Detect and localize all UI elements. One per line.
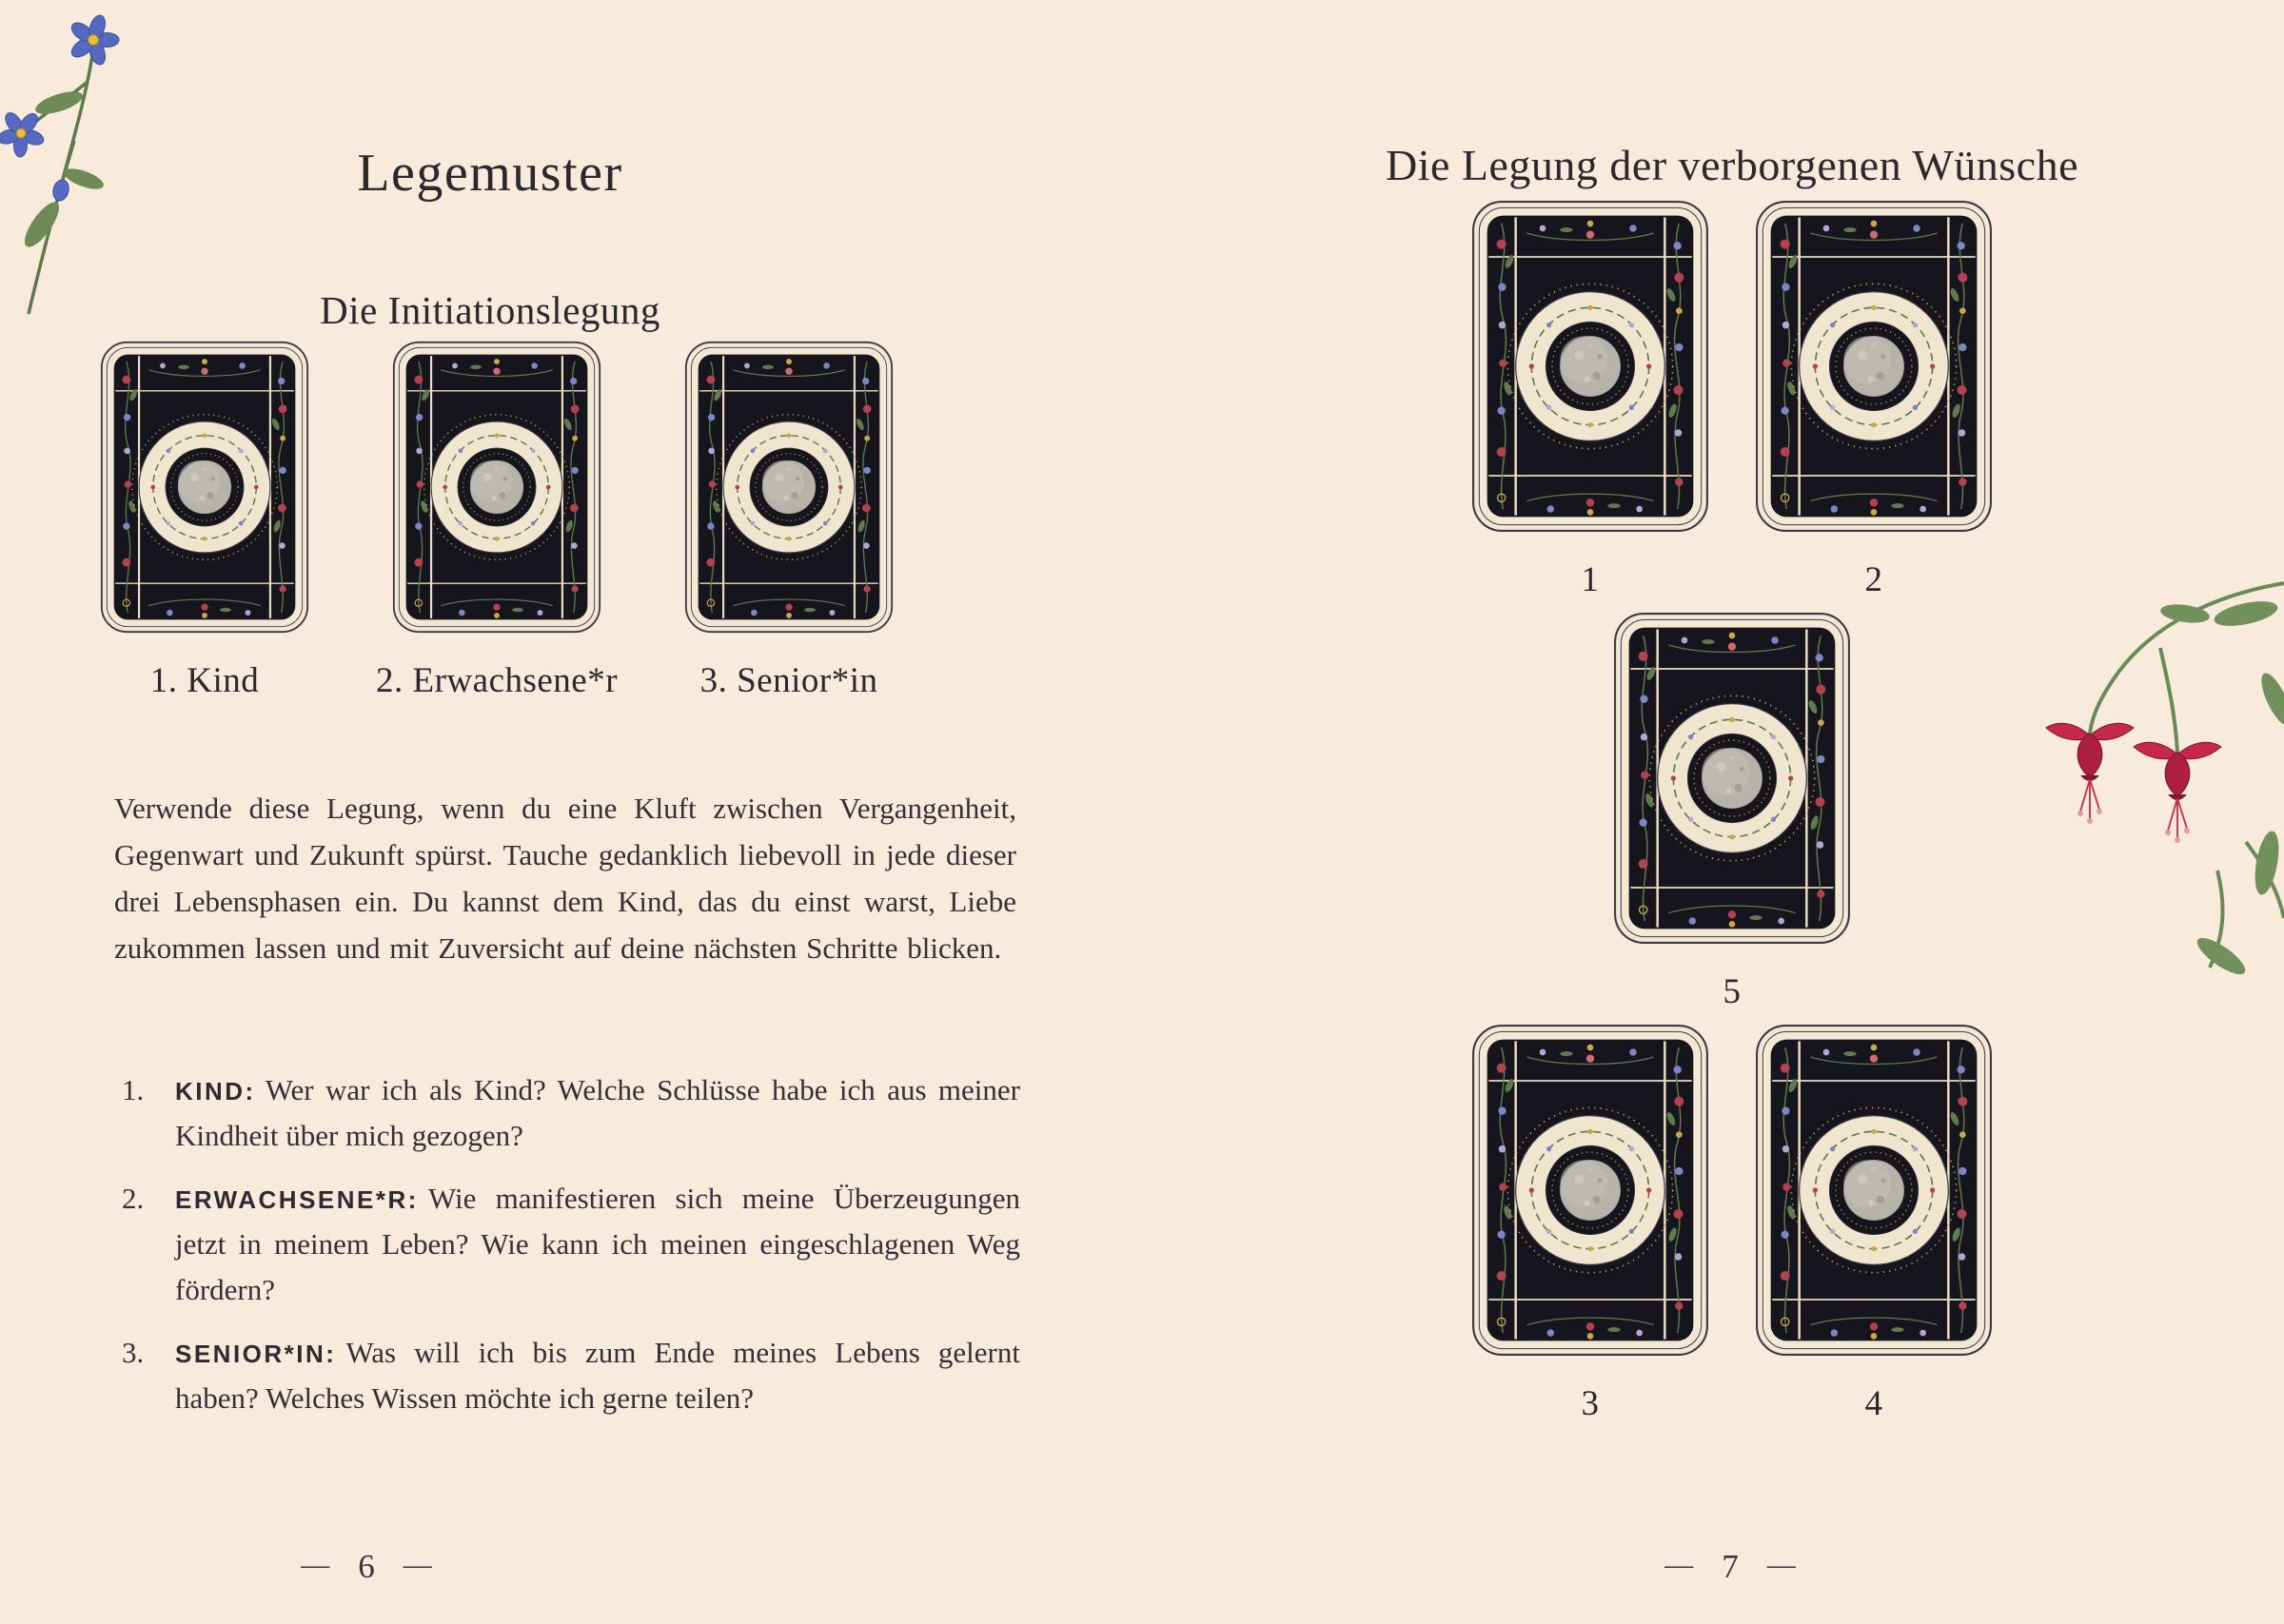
question-body [175, 1176, 1020, 1313]
card-position-5 [1613, 612, 1851, 1012]
left-page-subtitle: Die Initiationslegung [320, 288, 660, 333]
tarot-card-back [100, 341, 309, 634]
card-senior [684, 341, 894, 701]
card-number-3: 3 [1581, 1384, 1600, 1423]
card-position-2 [1755, 200, 1993, 600]
question-item-erwachsene [122, 1176, 1020, 1313]
card-label-erwachsene: 2. Erwachsene*r [376, 661, 619, 700]
layout-row-top [1471, 200, 1993, 600]
card-position-3 [1471, 1024, 1709, 1424]
tarot-card-back [1613, 612, 1851, 945]
card-number-4: 4 [1864, 1384, 1883, 1423]
question-term: KIND: [175, 1077, 256, 1105]
card-number-1: 1 [1581, 560, 1600, 599]
card-label-kind: 1. Kind [149, 661, 260, 700]
question-text: Wer war ich als Kind? Welche Schlüsse habe ich aus meiner Kindheit über mich gezogen? [175, 1073, 1020, 1153]
page-right [1142, 0, 2284, 1624]
question-text: Was will ich bis zum Ende meines Lebens gelernt haben? Welches Wissen möchte ich gerne teilen? [175, 1336, 1020, 1416]
card-position-1 [1471, 200, 1709, 600]
question-item-senior [122, 1330, 1020, 1421]
tarot-card-back [1471, 200, 1709, 533]
question-term: ERWACHSENE*R: [175, 1185, 419, 1215]
tarot-card-back [1755, 200, 1993, 533]
fuchsia-flower-decoration [1998, 557, 2284, 975]
question-list [122, 1067, 1020, 1438]
question-term: SENIOR*IN: [175, 1340, 337, 1369]
question-body [175, 1067, 1020, 1159]
question-body [175, 1330, 1020, 1421]
folio-dash: — [1664, 1549, 1694, 1580]
card-kind [100, 341, 309, 701]
card-number-5: 5 [1723, 972, 1742, 1011]
tarot-card-back [1755, 1024, 1993, 1357]
question-number: 3. [122, 1336, 145, 1370]
page-number-right [1159, 1548, 2284, 1586]
folio-number: 6 [358, 1548, 375, 1585]
card-label-senior: 3. Senior*in [699, 661, 878, 700]
tarot-card-back [1471, 1024, 1709, 1357]
right-page-title: Die Legung der verborgenen Wünsche [1385, 140, 2079, 189]
question-text: Wie manifestieren sich meine Überzeugungen jetzt in meinem Leben? Wie kann ich meinen eingeschlagenen Weg fördern? [175, 1182, 1020, 1307]
question-item-kind [122, 1067, 1020, 1159]
layout-row-bottom [1471, 1024, 1993, 1424]
question-number: 2. [122, 1182, 145, 1216]
page-number-left [0, 1548, 733, 1586]
card-number-2: 2 [1864, 560, 1883, 599]
tarot-card-back [392, 341, 601, 634]
card-position-4 [1755, 1024, 1993, 1424]
question-number: 1. [122, 1073, 145, 1106]
folio-number: 7 [1722, 1548, 1739, 1585]
initiation-cards-row [100, 341, 894, 701]
card-erwachsene [376, 341, 618, 701]
folio-dash: — [301, 1549, 330, 1580]
tarot-card-back [684, 341, 894, 634]
folio-dash: — [403, 1549, 432, 1580]
left-page-title: Legemuster [357, 143, 623, 203]
folio-dash: — [1766, 1549, 1796, 1580]
intro-paragraph: Verwende diese Legung, wenn du eine Kluft zwischen Vergangenheit, Gegenwart und Zukunft spürst. Tauche gedanklich liebevoll in jede dieser drei Lebensphasen ein. Du kannst dem Kind, das du einst warst, Liebe zukommen lassen und mit Zuversicht auf deine nächsten Schritte blicken. [114, 792, 1016, 965]
